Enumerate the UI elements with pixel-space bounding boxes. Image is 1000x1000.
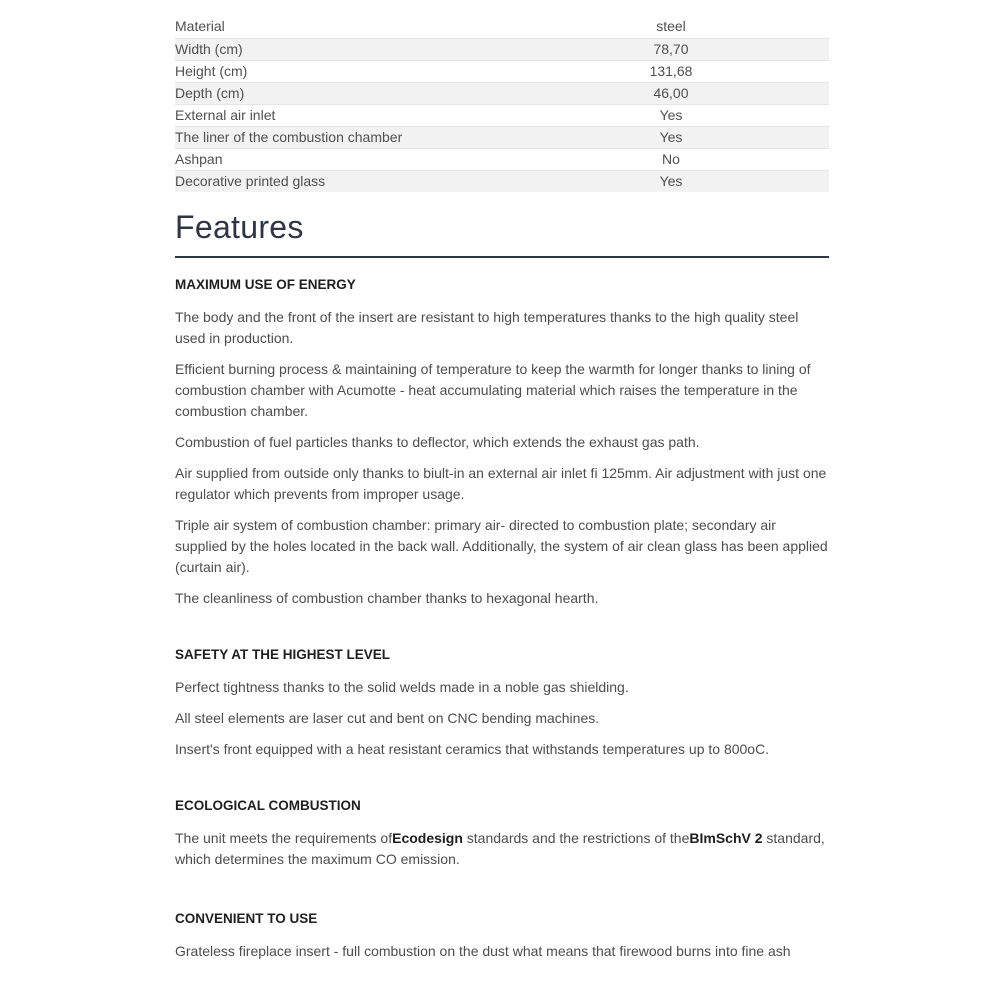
section-heading: MAXIMUM USE OF ENERGY [175,277,356,292]
table-row [175,148,829,170]
spec-value: Yes [603,126,829,148]
table-row [175,104,829,126]
features-title: Features [175,209,304,245]
paragraph: Efficient burning process & maintaining of temperature to keep the warmth for longer thanks to lining of combustion chamber with Acumotte - heat accumulating material which raises the temperature in the combustion chamber. [175,361,811,419]
paragraph: The cleanliness of combustion chamber thanks to hexagonal hearth. [175,590,599,606]
spec-label: Decorative printed glass [175,172,326,189]
product-details [175,16,829,972]
section-convenient-to-use [175,910,829,962]
table-row [175,82,829,104]
paragraph: Grateless fireplace insert - full combustion on the dust what means that firewood burns into fine ash [175,943,791,959]
paragraph-text: The unit meets the requirements of [175,830,393,846]
table-row [175,16,829,38]
table-row [175,38,829,60]
spec-label: External air inlet [175,104,603,126]
spec-label: The liner of the combustion chamber [175,126,603,148]
ecodesign-standard: Ecodesign [392,830,463,846]
section-heading: CONVENIENT TO USE [175,911,318,926]
section-heading: ECOLOGICAL COMBUSTION [175,798,361,813]
paragraph [175,828,829,870]
paragraph: Perfect tightness thanks to the solid welds made in a noble gas shielding. [175,679,629,695]
spec-label: Width (cm) [175,38,603,60]
spec-value: Yes [603,104,829,126]
bimschv-standard: BImSchV 2 [689,830,763,846]
table-row [175,170,829,192]
spec-value: 78,70 [603,38,829,60]
paragraph-text: standard, which determines the maximum CO emission. [175,830,825,867]
table-row [175,60,829,82]
paragraph: All steel elements are laser cut and bent on CNC bending machines. [175,710,600,726]
paragraph-text: standards and the restrictions of the [462,830,690,846]
paragraph: Air supplied from outside only thanks to biult-in an external air inlet fi 125mm. Air adjustment with just one regulator which prevents from improper usage. [175,465,827,502]
spec-label: Height (cm) [175,60,603,82]
paragraph: Insert's front equipped with a heat resistant ceramics that withstands temperatures up to 800oC. [175,741,770,757]
section-safety-at-the-highest-level [175,646,829,760]
section-ecological-combustion [175,797,829,870]
spec-label: Material [175,16,603,38]
spec-value: 46,00 [603,82,829,104]
paragraph: The body and the front of the insert are resistant to high temperatures thanks to the high quality steel used in production. [175,309,799,346]
section-heading: SAFETY AT THE HIGHEST LEVEL [175,647,391,662]
spec-label: Depth (cm) [175,82,603,104]
spec-label: Ashpan [175,148,603,170]
paragraph: Triple air system of combustion chamber: primary air- directed to combustion plate; secondary air supplied by the holes located in the back wall. Additionally, the system of air clean glass has been applied (curtain air). [175,517,828,575]
specifications-table [175,16,829,192]
title-divider [175,256,829,258]
spec-value: Yes [659,172,683,189]
spec-value: 131,68 [603,60,829,82]
table-row [175,126,829,148]
paragraph: Combustion of fuel particles thanks to deflector, which extends the exhaust gas path. [175,434,700,450]
spec-value: steel [603,16,829,38]
spec-value: No [603,148,829,170]
section-maximum-use-of-energy [175,276,829,609]
